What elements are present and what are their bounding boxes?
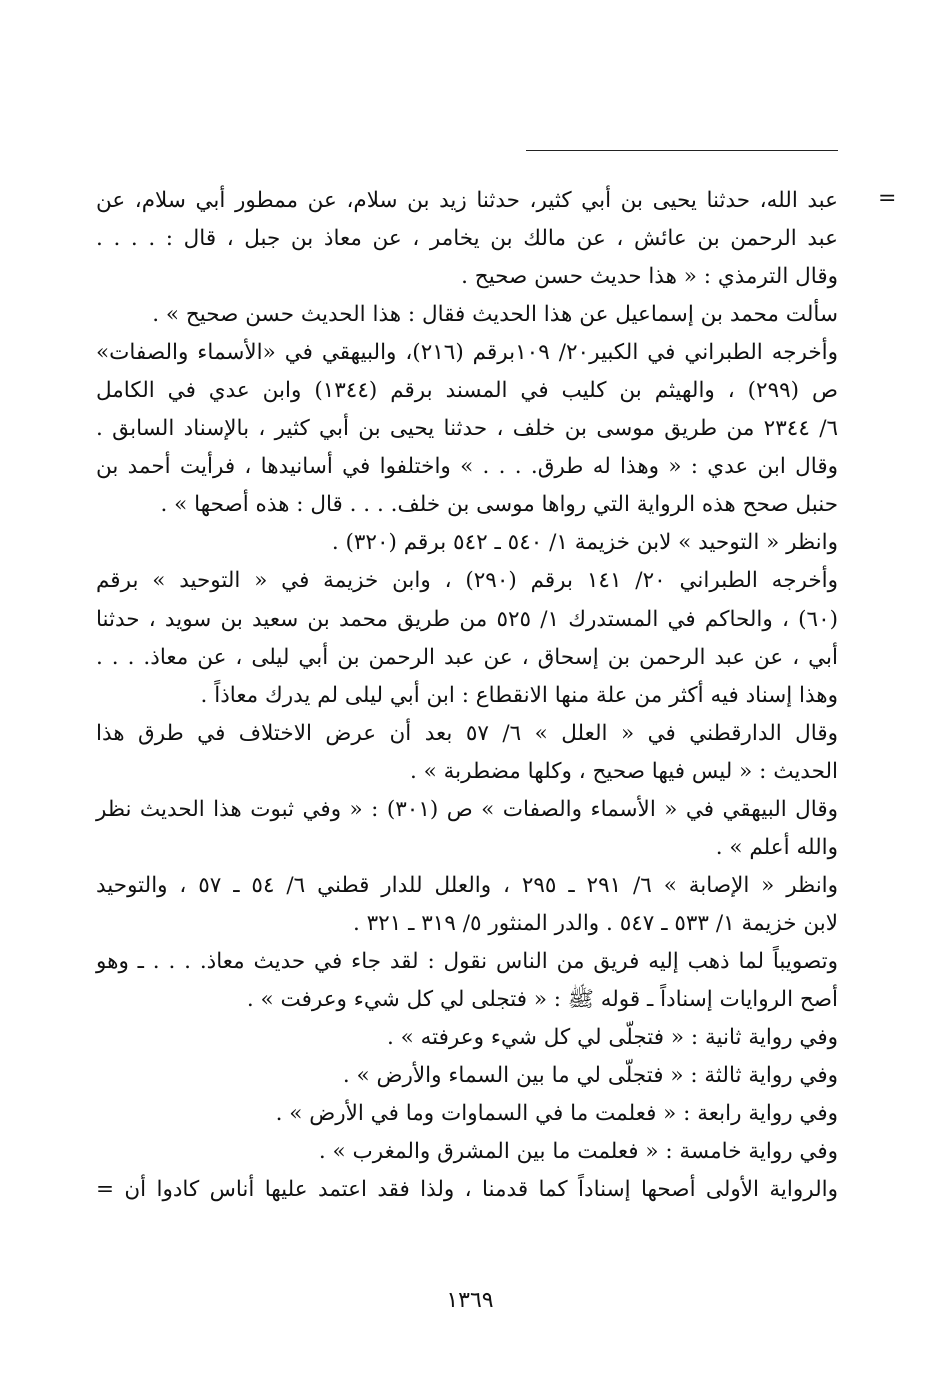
text-line: وتصويباً لما ذهب إليه فريق من الناس نقول : لقد جاء في حديث معاذ. . . . ـ وهو [96,948,838,974]
text-line: ٦/ ٢٣٤٤ من طريق موسى بن خلف ، حدثنا يحيى بن أبي كثير ، بالإسناد السابق . [96,416,839,442]
text-line: وفي رواية ثالثة : « فتجلّى لي ما بين السماء والأرض » . [342,1063,838,1089]
text-line: حنبل صحح هذه الرواية التي رواها موسى بن خلف. . . . قال : هذه أصحها » . [160,492,838,518]
text-line: وفي رواية رابعة : « فعلمت ما في السماوات وما في الأرض » . [275,1101,838,1127]
text-line: وأخرجه الطبراني ٢٠/ ١٤١ برقم (٢٩٠) ، وابن خزيمة في « التوحيد » برقم [96,568,839,594]
text-line: الحديث : « ليس فيها صحيح ، وكلها مضطربة » . [410,758,838,784]
text-line: وقال ابن عدي : « وهذا له طرق. . . . » واختلفوا في أسانيدها ، فرأيت أحمد بن [96,454,838,480]
text-line: عبد الله، حدثنا يحيى بن أبي كثير، حدثنا زيد بن سلام، عن ممطور أبي سلام، عن [96,188,838,213]
text-line: لابن خزيمة ١/ ٥٣٣ ـ ٥٤٧ . والدر المنثور ٥/ ٣١٩ ـ ٣٢١ . [352,910,838,936]
text-line: وقال الترمذي : « هذا حديث حسن صحيح . [461,264,838,290]
text-line: ص (٢٩٩) ، والهيثم بن كليب في المسند برقم (١٣٤٤) وابن عدي في الكامل [96,378,838,404]
text-line: وفي رواية ثانية : « فتجلّى لي كل شيء وعرفته » . [386,1025,838,1051]
text-line: أبي ، عن عبد الرحمن بن إسحاق ، عن عبد الرحمن بن أبي ليلى ، عن معاذ. . . . [96,644,838,670]
text-line: وقال الدارقطني في « العلل » ٦/ ٥٧ بعد أن عرض الاختلاف في طرق هذا [96,720,838,746]
footnote-text-block [96,182,838,1209]
page-number: ١٣٦٩ [446,1288,494,1313]
text-line: وأخرجه الطبراني في الكبير٢٠/ ١٠٩برقم (٢١٦)، والبيهقي في «الأسماء والصفات» [96,340,839,366]
footnote-separator-rule [526,150,838,151]
text-line: وهذا إسناد فيه أكثر من علة منها الانقطاع : ابن أبي ليلى لم يدرك معاذاً . [200,682,838,708]
text-line: عبد الرحمن بن عائش ، عن مالك بن يخامر ، عن معاذ بن جبل ، قال : . . . . [96,226,838,252]
text-line: أصح الروايات إسناداً ـ قوله ﷺ : « فتجلى لي كل شيء وعرفت » . [246,986,838,1012]
text-line: والله أعلم » . [715,834,838,860]
text-line: والرواية الأولى أصحها إسناداً كما قدمنا ، ولذا فقد اعتمد عليها أناس كادوا أن = [96,1177,838,1203]
text-line: وفي رواية خامسة : « فعلمت ما بين المشرق والمغرب » . [318,1139,838,1165]
text-line: وقال البيهقي في « الأسماء والصفات » ص (٣٠١) : « وفي ثبوت هذا الحديث نظر [96,796,838,822]
continuation-mark: = [878,186,897,211]
text-line: وانظر « الإصابة » ٦/ ٢٩١ ـ ٢٩٥ ، والعلل للدار قطني ٦/ ٥٤ ـ ٥٧ ، والتوحيد [96,872,839,898]
text-line: (٦٠) ، والحاكم في المستدرك ١/ ٥٢٥ من طريق محمد بن سعيد بن سويد ، حدثنا [96,606,839,632]
text-line: وانظر « التوحيد » لابن خزيمة ١/ ٥٤٠ ـ ٥٤٢ برقم (٣٢٠) . [331,530,838,556]
text-line: سألت محمد بن إسماعيل عن هذا الحديث فقال : هذا الحديث حسن صحيح » . [152,302,838,328]
